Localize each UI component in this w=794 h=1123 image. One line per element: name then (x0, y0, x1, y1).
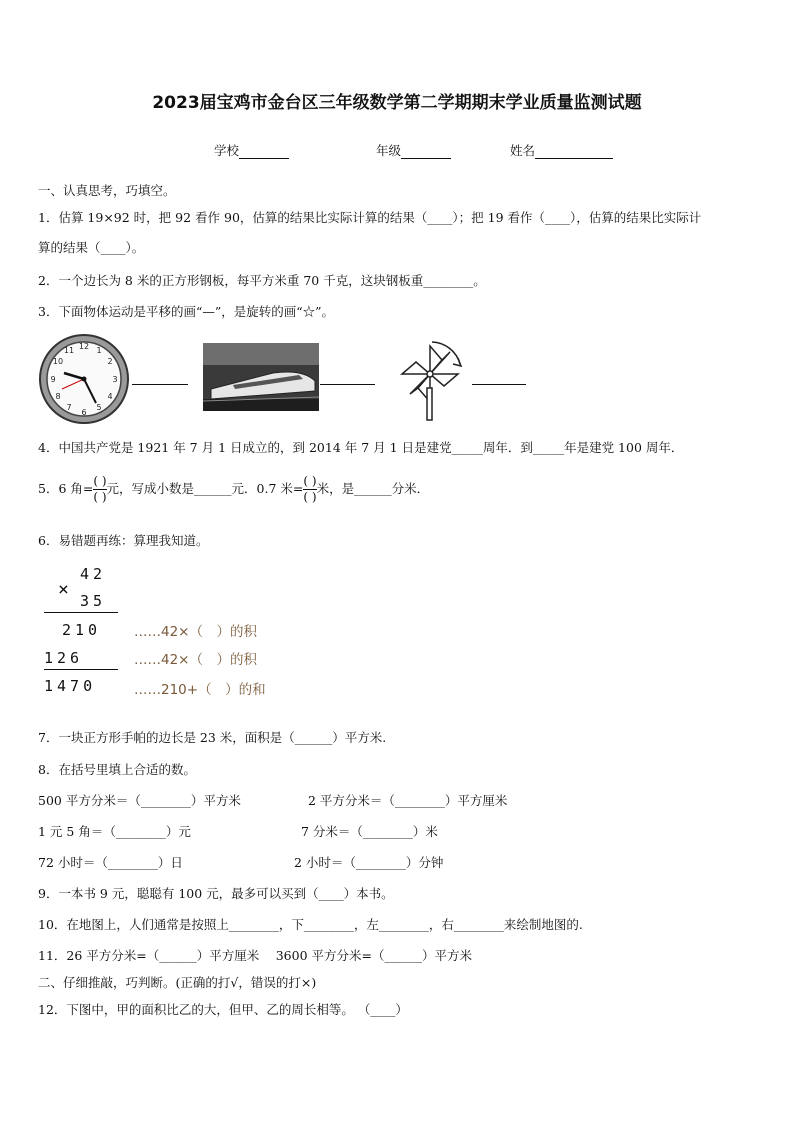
question-7: 7．一块正方形手帕的边长是 23 米，面积是（______）平方米. (38, 730, 387, 745)
conversion-item: 7 分米＝（________）米 (301, 824, 438, 839)
question-11: 11．26 平方分米=（______）平方厘米 3600 平方分米=（______）平方米 (38, 948, 472, 963)
pinwheel-icon (392, 330, 472, 422)
svg-text:5: 5 (96, 403, 102, 412)
mult-rule-1 (44, 611, 118, 613)
svg-text:1: 1 (96, 346, 102, 355)
svg-text:8: 8 (55, 392, 61, 401)
mult-note-3: ……210+（ ）的和 (134, 682, 266, 698)
name-label: 姓名 (510, 143, 536, 158)
question-6: 6．易错题再练：算理我知道。 (38, 533, 209, 548)
name-blank[interactable] (535, 145, 613, 159)
svg-text:6: 6 (81, 408, 87, 417)
name-field (510, 141, 613, 159)
mult-second-number: 35 (80, 592, 107, 610)
answer-line-clock[interactable] (132, 383, 188, 385)
conversion-item: 2 平方分米＝（________）平方厘米 (308, 793, 508, 808)
svg-text:9: 9 (50, 375, 56, 384)
mult-rule-2 (44, 668, 118, 670)
mult-top-number: 42 (80, 565, 107, 583)
page-title: 2023届宝鸡市金台区三年级数学第二学期期末学业质量监测试题 (152, 93, 642, 113)
mult-result: 1470 (44, 677, 97, 695)
question-9: 9．一本书 9 元，聪聪有 100 元，最多可以买到（____）本书。 (38, 886, 394, 901)
section-2-heading: 二、仔细推敲，巧判断。(正确的打√，错误的打×) (38, 975, 317, 990)
question-3: 3．下面物体运动是平移的画“—”，是旋转的画“☆”。 (38, 304, 335, 319)
svg-text:7: 7 (66, 403, 72, 412)
question-1-line-2: 算的结果（____）。 (38, 240, 145, 255)
conversion-item: 2 小时＝（________）分钟 (294, 855, 444, 870)
mult-note-2: ……42×（ ）的积 (134, 652, 257, 668)
partial-product-1: 210 (62, 621, 102, 639)
grade-label: 年级 (376, 143, 402, 158)
answer-line-train[interactable] (320, 383, 375, 385)
question-5 (38, 474, 429, 505)
svg-text:4: 4 (107, 392, 113, 401)
question-5-part-c: 米，是______分米． (316, 481, 430, 496)
answer-line-pinwheel[interactable] (472, 383, 526, 385)
question-4: 4．中国共产党是 1921 年 7 月 1 日成立的，到 2014 年 7 月 1 日是建党_____周年．到_____年是建党 100 周年． (38, 440, 684, 455)
svg-text:3: 3 (112, 375, 118, 384)
school-blank[interactable] (239, 145, 289, 159)
clock-icon (38, 333, 130, 425)
question-10: 10．在地图上，人们通常是按照上________，下________，左________，右________来绘制地图的. (38, 917, 583, 932)
grade-blank[interactable] (401, 145, 451, 159)
fraction-blank-1[interactable]: $\frac{( )}{( )}$ (93, 474, 107, 504)
question-12: 12．下图中，甲的面积比乙的大，但甲、乙的周长相等。 （____） (38, 1002, 408, 1017)
school-field (214, 141, 289, 159)
multiply-sign: × (58, 579, 73, 600)
section-1-heading: 一、认真思考，巧填空。 (38, 183, 176, 198)
conversion-item: 500 平方分米＝（________）平方米 (38, 793, 241, 808)
conversion-item: 72 小时＝（________）日 (38, 855, 183, 870)
fraction-blank-2[interactable]: $\frac{( )}{( )}$ (303, 474, 317, 504)
question-2: 2．一个边长为 8 米的正方形钢板，每平方米重 70 千克，这块钢板重________。 (38, 273, 486, 288)
mult-note-1: ……42×（ ）的积 (134, 624, 257, 640)
train-icon (203, 343, 319, 411)
svg-text:12: 12 (78, 342, 90, 351)
question-1-line-1: 1．估算 19×92 时，把 92 看作 90，估算的结果比实际计算的结果（____）；把 19 看作（____），估算的结果比实际计 (38, 210, 702, 225)
svg-text:10: 10 (52, 357, 64, 366)
svg-text:11: 11 (63, 346, 75, 355)
school-label: 学校 (214, 143, 240, 158)
question-5-part-b: 元，写成小数是______元．0.7 米= (106, 481, 304, 496)
question-8: 8．在括号里填上合适的数。 (38, 762, 196, 777)
grade-field (376, 141, 451, 159)
svg-text:2: 2 (107, 357, 113, 366)
partial-product-2: 126 (44, 649, 84, 667)
conversion-item: 1 元 5 角＝（________）元 (38, 824, 191, 839)
question-5-part-a: 5．6 角= (38, 481, 94, 496)
